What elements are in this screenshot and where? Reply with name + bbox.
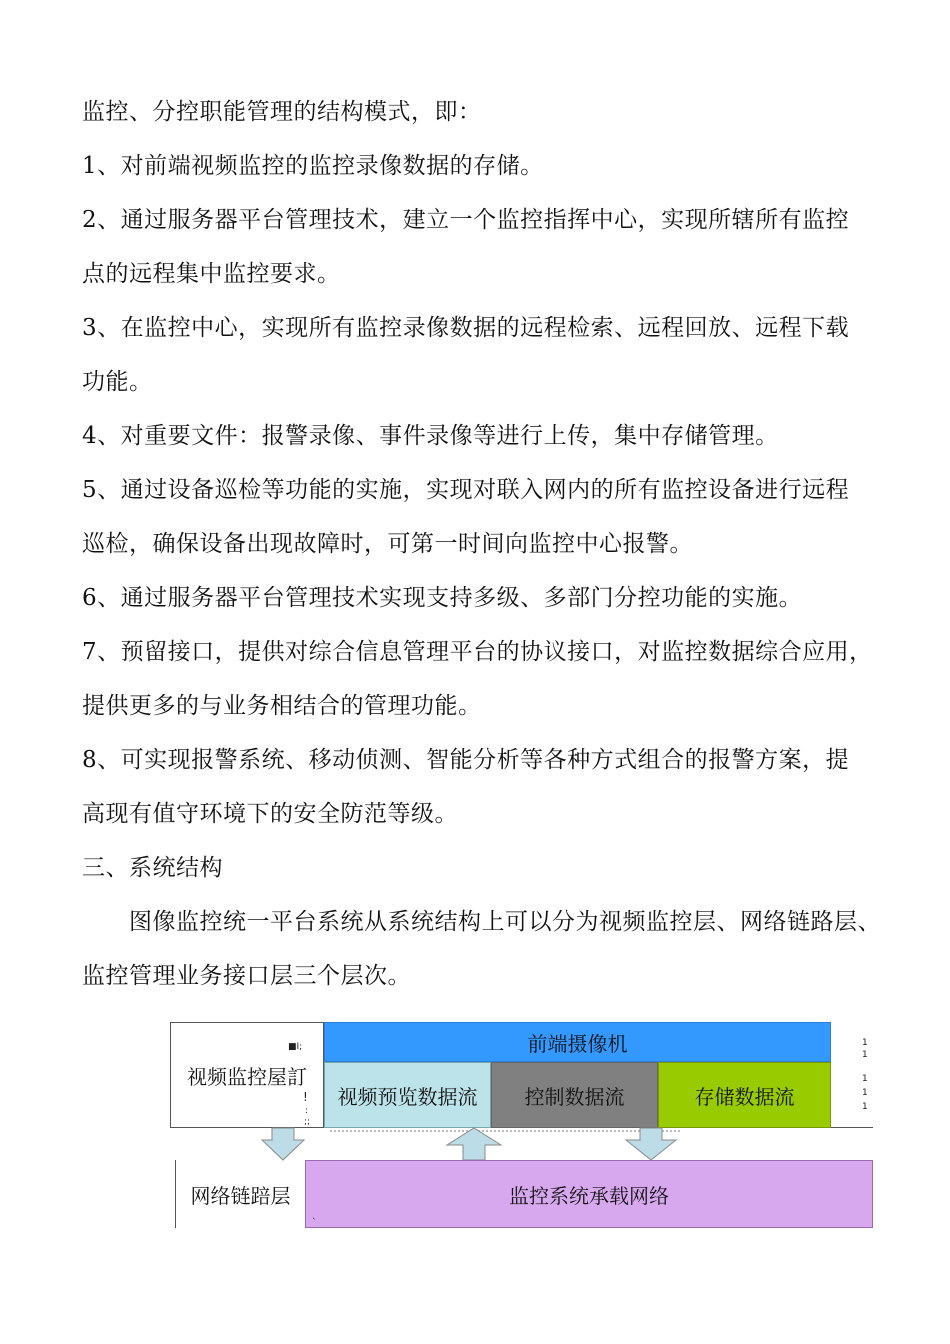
- mark-text: `: [312, 1218, 317, 1228]
- text-line: 图像监控统一平台系统从系统结构上可以分为视频监控层、网络链路层、: [82, 909, 881, 935]
- mark-text: !: [303, 1090, 308, 1104]
- network-carrier-label: 监控系统承载网络: [509, 1183, 669, 1208]
- text-line: 高现有值守环境下的安全防范等级。: [82, 801, 458, 827]
- network-layer-label-box: [175, 1160, 305, 1228]
- text-line: 2、通过服务器平台管理技术，建立一个监控指挥中心，实现所辖所有监控: [82, 207, 850, 233]
- mark-text: 1: [862, 1102, 868, 1112]
- text-line: 5、通过设备巡检等功能的实施，实现对联入网内的所有监控设备进行远程: [82, 477, 850, 503]
- down-arrow-icon: [262, 1128, 304, 1160]
- control-stream-label: 控制数据流: [524, 1084, 625, 1109]
- text-line: 点的远程集中监控要求。: [82, 261, 341, 287]
- mark-text: ■I;: [288, 1042, 303, 1052]
- mark-text: 1: [862, 1050, 868, 1060]
- network-carrier-box: [305, 1160, 873, 1228]
- video-layer-label: 视频监控屋訂: [187, 1064, 307, 1089]
- mark-text: 1: [862, 1088, 868, 1098]
- storage-stream-label: 存储数据流: [694, 1084, 795, 1109]
- text-line: 监控管理业务接口层三个层次。: [82, 963, 411, 989]
- up-arrow-icon: [447, 1128, 501, 1160]
- down-arrow-icon: [626, 1128, 676, 1160]
- mark-text: :: [305, 1106, 309, 1116]
- front-camera-label: 前端摄像机: [527, 1031, 628, 1056]
- mark-text: 1: [862, 1074, 868, 1084]
- mark-text: 1: [862, 1038, 868, 1048]
- text-line: 巡检，确保设备出现故障时，可第一时间向监控中心报警。: [82, 531, 693, 557]
- text-line: 3、在监控中心，实现所有监控录像数据的远程检索、远程回放、远程下载: [82, 315, 850, 341]
- section-heading: 三、系统结构: [82, 855, 223, 881]
- text-line: 1、对前端视频监控的监控录像数据的存储。: [82, 153, 544, 179]
- text-line: 提供更多的与业务相结合的管理功能。: [82, 693, 482, 719]
- preview-stream-label: 视频预览数据流: [337, 1084, 478, 1109]
- text-line: 功能。: [82, 369, 153, 395]
- mark-text: ;;: [304, 1117, 311, 1127]
- text-line: 6、通过服务器平台管理技术实现支持多级、多部门分控功能的实施。: [82, 585, 803, 611]
- text-line: 监控、分控职能管理的结构模式，即：: [82, 99, 482, 125]
- text-line: 4、对重要文件：报警录像、事件录像等进行上传，集中存储管理。: [82, 423, 779, 449]
- network-layer-label: 网络链踣层: [190, 1183, 291, 1208]
- text-line: 8、可实现报警系统、移动侦测、智能分析等各种方式组合的报警方案，提: [82, 747, 850, 773]
- text-line: 7、预留接口，提供对综合信息管理平台的协议接口，对监控数据综合应用，: [82, 639, 873, 665]
